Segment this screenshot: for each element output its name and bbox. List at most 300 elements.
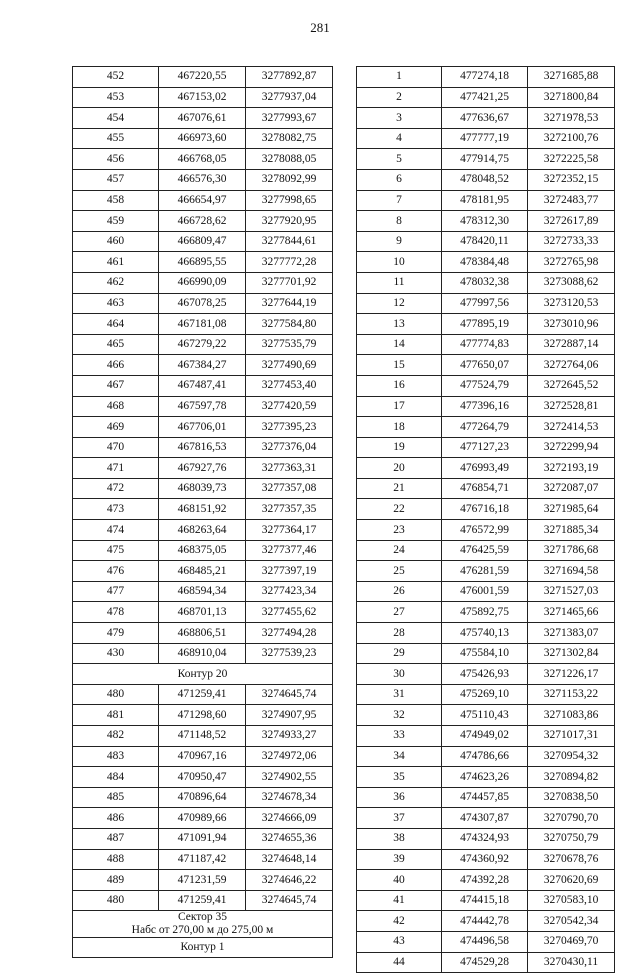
section-subtitle: Набс от 270,00 м до 275,00 м <box>131 923 274 936</box>
x-coordinate-cell: 477774,83 <box>442 334 528 355</box>
y-coordinate-cell: 3270894,82 <box>528 767 615 788</box>
y-coordinate-cell: 3272764,06 <box>528 355 615 376</box>
table-row <box>357 952 615 973</box>
y-coordinate-cell: 3274666,09 <box>246 808 333 829</box>
x-coordinate-cell: 475269,10 <box>442 684 528 705</box>
y-coordinate-cell: 3270620,69 <box>528 870 615 891</box>
point-number-cell: 470 <box>73 437 159 458</box>
y-coordinate-cell: 3277584,80 <box>246 314 333 335</box>
y-coordinate-cell: 3272352,15 <box>528 169 615 190</box>
point-number-cell: 467 <box>73 375 159 396</box>
x-coordinate-cell: 466654,97 <box>159 190 246 211</box>
y-coordinate-cell: 3277357,35 <box>246 499 333 520</box>
point-number-cell: 472 <box>73 478 159 499</box>
table-row <box>73 643 333 664</box>
x-coordinate-cell: 468806,51 <box>159 623 246 644</box>
x-coordinate-cell: 476716,18 <box>442 499 528 520</box>
point-number-cell: 480 <box>73 684 159 705</box>
table-row <box>357 870 615 891</box>
x-coordinate-cell: 474496,58 <box>442 931 528 952</box>
x-coordinate-cell: 474415,18 <box>442 890 528 911</box>
contour-heading <box>73 664 333 685</box>
x-coordinate-cell: 467076,61 <box>159 108 246 129</box>
x-coordinate-cell: 474360,92 <box>442 849 528 870</box>
point-number-cell: 19 <box>357 437 442 458</box>
table-row <box>73 684 333 705</box>
y-coordinate-cell: 3270583,10 <box>528 890 615 911</box>
x-coordinate-cell: 474392,28 <box>442 870 528 891</box>
table-row <box>73 540 333 561</box>
point-number-cell: 485 <box>73 787 159 808</box>
point-number-cell: 5 <box>357 149 442 170</box>
table-row <box>357 664 615 685</box>
point-number-cell: 481 <box>73 705 159 726</box>
x-coordinate-cell: 466768,05 <box>159 149 246 170</box>
y-coordinate-cell: 3270430,11 <box>528 952 615 973</box>
x-coordinate-cell: 477895,19 <box>442 314 528 335</box>
x-coordinate-cell: 466895,55 <box>159 252 246 273</box>
section-title: Контур 20 <box>177 667 228 680</box>
table-row <box>73 314 333 335</box>
y-coordinate-cell: 3270750,79 <box>528 828 615 849</box>
table-row <box>357 746 615 767</box>
point-number-cell: 471 <box>73 458 159 479</box>
table-row <box>73 499 333 520</box>
table-row <box>357 355 615 376</box>
y-coordinate-cell: 3274645,74 <box>246 684 333 705</box>
table-row <box>357 252 615 273</box>
y-coordinate-cell: 3277892,87 <box>246 67 333 88</box>
point-number-cell: 15 <box>357 355 442 376</box>
x-coordinate-cell: 477777,19 <box>442 128 528 149</box>
table-row <box>73 705 333 726</box>
y-coordinate-cell: 3272617,89 <box>528 211 615 232</box>
x-coordinate-cell: 478312,30 <box>442 211 528 232</box>
x-coordinate-cell: 467597,78 <box>159 396 246 417</box>
x-coordinate-cell: 466809,47 <box>159 231 246 252</box>
point-number-cell: 473 <box>73 499 159 520</box>
table-row <box>73 190 333 211</box>
x-coordinate-cell: 471091,94 <box>159 828 246 849</box>
x-coordinate-cell: 470967,16 <box>159 746 246 767</box>
x-coordinate-cell: 467181,08 <box>159 314 246 335</box>
y-coordinate-cell: 3274907,95 <box>246 705 333 726</box>
sector-heading <box>73 911 333 937</box>
x-coordinate-cell: 467816,53 <box>159 437 246 458</box>
x-coordinate-cell: 470896,64 <box>159 787 246 808</box>
x-coordinate-cell: 474786,66 <box>442 746 528 767</box>
point-number-cell: 486 <box>73 808 159 829</box>
y-coordinate-cell: 3278092,99 <box>246 169 333 190</box>
x-coordinate-cell: 467487,41 <box>159 375 246 396</box>
table-row <box>73 417 333 438</box>
point-number-cell: 465 <box>73 334 159 355</box>
y-coordinate-cell: 3270469,70 <box>528 931 615 952</box>
table-row <box>357 314 615 335</box>
x-coordinate-cell: 474457,85 <box>442 787 528 808</box>
y-coordinate-cell: 3270790,70 <box>528 808 615 829</box>
table-row <box>357 108 615 129</box>
y-coordinate-cell: 3271383,07 <box>528 623 615 644</box>
table-row <box>73 808 333 829</box>
table-row <box>357 520 615 541</box>
x-coordinate-cell: 470950,47 <box>159 767 246 788</box>
point-number-cell: 27 <box>357 602 442 623</box>
point-number-cell: 14 <box>357 334 442 355</box>
y-coordinate-cell: 3274648,14 <box>246 849 333 870</box>
x-coordinate-cell: 471259,41 <box>159 684 246 705</box>
x-coordinate-cell: 466973,60 <box>159 128 246 149</box>
point-number-cell: 469 <box>73 417 159 438</box>
point-number-cell: 40 <box>357 870 442 891</box>
y-coordinate-cell: 3274972,06 <box>246 746 333 767</box>
point-number-cell: 41 <box>357 890 442 911</box>
table-row <box>73 396 333 417</box>
x-coordinate-cell: 477264,79 <box>442 417 528 438</box>
x-coordinate-cell: 467153,02 <box>159 87 246 108</box>
x-coordinate-cell: 478420,11 <box>442 231 528 252</box>
table-row <box>357 705 615 726</box>
y-coordinate-cell: 3274645,74 <box>246 890 333 911</box>
x-coordinate-cell: 477524,79 <box>442 375 528 396</box>
y-coordinate-cell: 3274933,27 <box>246 726 333 747</box>
point-number-cell: 478 <box>73 602 159 623</box>
table-row <box>357 396 615 417</box>
page-number: 281 <box>310 20 330 35</box>
point-number-cell: 489 <box>73 870 159 891</box>
table-row <box>357 623 615 644</box>
point-number-cell: 43 <box>357 931 442 952</box>
x-coordinate-cell: 475892,75 <box>442 602 528 623</box>
x-coordinate-cell: 468263,64 <box>159 520 246 541</box>
point-number-cell: 24 <box>357 540 442 561</box>
y-coordinate-cell: 3273088,62 <box>528 272 615 293</box>
point-number-cell: 16 <box>357 375 442 396</box>
point-number-cell: 454 <box>73 108 159 129</box>
table-row <box>357 231 615 252</box>
table-row <box>73 787 333 808</box>
table-row <box>73 520 333 541</box>
x-coordinate-cell: 468701,13 <box>159 602 246 623</box>
y-coordinate-cell: 3271226,17 <box>528 664 615 685</box>
point-number-cell: 25 <box>357 561 442 582</box>
y-coordinate-cell: 3274678,34 <box>246 787 333 808</box>
y-coordinate-cell: 3277420,59 <box>246 396 333 417</box>
y-coordinate-cell: 3277376,04 <box>246 437 333 458</box>
table-row <box>357 293 615 314</box>
y-coordinate-cell: 3277363,31 <box>246 458 333 479</box>
table-row <box>73 231 333 252</box>
right-coordinates-table <box>356 66 615 973</box>
point-number-cell: 476 <box>73 561 159 582</box>
point-number-cell: 477 <box>73 581 159 602</box>
point-number-cell: 458 <box>73 190 159 211</box>
table-row <box>73 602 333 623</box>
table-row <box>73 726 333 747</box>
table-row <box>73 437 333 458</box>
x-coordinate-cell: 476854,71 <box>442 478 528 499</box>
y-coordinate-cell: 3274902,55 <box>246 767 333 788</box>
y-coordinate-cell: 3271465,66 <box>528 602 615 623</box>
y-coordinate-cell: 3277539,23 <box>246 643 333 664</box>
point-number-cell: 479 <box>73 623 159 644</box>
y-coordinate-cell: 3277494,28 <box>246 623 333 644</box>
x-coordinate-cell: 476425,59 <box>442 540 528 561</box>
point-number-cell: 17 <box>357 396 442 417</box>
y-coordinate-cell: 3277644,19 <box>246 293 333 314</box>
y-coordinate-cell: 3272087,07 <box>528 478 615 499</box>
x-coordinate-cell: 478048,52 <box>442 169 528 190</box>
x-coordinate-cell: 477396,16 <box>442 396 528 417</box>
table-row <box>357 890 615 911</box>
point-number-cell: 475 <box>73 540 159 561</box>
x-coordinate-cell: 474324,93 <box>442 828 528 849</box>
table-row <box>357 87 615 108</box>
contour-heading-cell <box>73 664 333 685</box>
point-number-cell: 44 <box>357 952 442 973</box>
table-row <box>73 128 333 149</box>
table-row <box>73 87 333 108</box>
x-coordinate-cell: 468151,92 <box>159 499 246 520</box>
table-row <box>73 870 333 891</box>
table-row <box>357 808 615 829</box>
point-number-cell: 459 <box>73 211 159 232</box>
table-row <box>73 108 333 129</box>
point-number-cell: 466 <box>73 355 159 376</box>
table-row <box>73 890 333 911</box>
y-coordinate-cell: 3271885,34 <box>528 520 615 541</box>
y-coordinate-cell: 3278082,75 <box>246 128 333 149</box>
point-number-cell: 13 <box>357 314 442 335</box>
point-number-cell: 31 <box>357 684 442 705</box>
point-number-cell: 8 <box>357 211 442 232</box>
x-coordinate-cell: 471259,41 <box>159 890 246 911</box>
table-row <box>73 67 333 88</box>
y-coordinate-cell: 3271302,84 <box>528 643 615 664</box>
x-coordinate-cell: 477914,75 <box>442 149 528 170</box>
point-number-cell: 483 <box>73 746 159 767</box>
table-row <box>73 211 333 232</box>
x-coordinate-cell: 467279,22 <box>159 334 246 355</box>
table-row <box>357 911 615 932</box>
table-row <box>73 169 333 190</box>
point-number-cell: 7 <box>357 190 442 211</box>
table-row <box>357 581 615 602</box>
point-number-cell: 20 <box>357 458 442 479</box>
left-coordinates-table <box>72 66 333 958</box>
x-coordinate-cell: 474442,78 <box>442 911 528 932</box>
table-row <box>357 67 615 88</box>
sector-heading-cell <box>73 911 333 937</box>
point-number-cell: 9 <box>357 231 442 252</box>
x-coordinate-cell: 476993,49 <box>442 458 528 479</box>
y-coordinate-cell: 3278088,05 <box>246 149 333 170</box>
y-coordinate-cell: 3272887,14 <box>528 334 615 355</box>
table-row <box>357 767 615 788</box>
y-coordinate-cell: 3272645,52 <box>528 375 615 396</box>
table-row <box>357 478 615 499</box>
x-coordinate-cell: 476572,99 <box>442 520 528 541</box>
x-coordinate-cell: 471231,59 <box>159 870 246 891</box>
table-row <box>357 128 615 149</box>
y-coordinate-cell: 3271800,84 <box>528 87 615 108</box>
x-coordinate-cell: 475740,13 <box>442 623 528 644</box>
point-number-cell: 487 <box>73 828 159 849</box>
table-row <box>73 828 333 849</box>
table-row <box>357 417 615 438</box>
x-coordinate-cell: 474307,87 <box>442 808 528 829</box>
x-coordinate-cell: 466728,62 <box>159 211 246 232</box>
y-coordinate-cell: 3277772,28 <box>246 252 333 273</box>
contour-heading-cell <box>73 937 333 958</box>
x-coordinate-cell: 468375,05 <box>159 540 246 561</box>
table-row <box>73 561 333 582</box>
table-row <box>357 931 615 952</box>
x-coordinate-cell: 475110,43 <box>442 705 528 726</box>
x-coordinate-cell: 477636,67 <box>442 108 528 129</box>
y-coordinate-cell: 3277455,62 <box>246 602 333 623</box>
table-row <box>73 355 333 376</box>
x-coordinate-cell: 477421,25 <box>442 87 528 108</box>
x-coordinate-cell: 475584,10 <box>442 643 528 664</box>
table-row <box>73 623 333 644</box>
y-coordinate-cell: 3277395,23 <box>246 417 333 438</box>
y-coordinate-cell: 3277490,69 <box>246 355 333 376</box>
y-coordinate-cell: 3272528,81 <box>528 396 615 417</box>
point-number-cell: 11 <box>357 272 442 293</box>
point-number-cell: 28 <box>357 623 442 644</box>
point-number-cell: 464 <box>73 314 159 335</box>
point-number-cell: 480 <box>73 890 159 911</box>
table-row <box>73 767 333 788</box>
y-coordinate-cell: 3271527,03 <box>528 581 615 602</box>
x-coordinate-cell: 467078,25 <box>159 293 246 314</box>
y-coordinate-cell: 3277993,67 <box>246 108 333 129</box>
point-number-cell: 12 <box>357 293 442 314</box>
table-row <box>73 334 333 355</box>
point-number-cell: 10 <box>357 252 442 273</box>
x-coordinate-cell: 471298,60 <box>159 705 246 726</box>
table-row <box>357 828 615 849</box>
y-coordinate-cell: 3272100,76 <box>528 128 615 149</box>
y-coordinate-cell: 3277397,19 <box>246 561 333 582</box>
point-number-cell: 462 <box>73 272 159 293</box>
table-row <box>357 643 615 664</box>
point-number-cell: 2 <box>357 87 442 108</box>
y-coordinate-cell: 3272765,98 <box>528 252 615 273</box>
section-title: Контур 1 <box>180 941 225 954</box>
point-number-cell: 468 <box>73 396 159 417</box>
x-coordinate-cell: 468039,73 <box>159 478 246 499</box>
y-coordinate-cell: 3277844,61 <box>246 231 333 252</box>
point-number-cell: 457 <box>73 169 159 190</box>
point-number-cell: 23 <box>357 520 442 541</box>
y-coordinate-cell: 3270678,76 <box>528 849 615 870</box>
point-number-cell: 488 <box>73 849 159 870</box>
point-number-cell: 39 <box>357 849 442 870</box>
y-coordinate-cell: 3277357,08 <box>246 478 333 499</box>
table-row <box>357 169 615 190</box>
y-coordinate-cell: 3274655,36 <box>246 828 333 849</box>
x-coordinate-cell: 478032,38 <box>442 272 528 293</box>
table-row <box>357 726 615 747</box>
point-number-cell: 452 <box>73 67 159 88</box>
y-coordinate-cell: 3273120,53 <box>528 293 615 314</box>
point-number-cell: 21 <box>357 478 442 499</box>
table-row <box>357 458 615 479</box>
point-number-cell: 38 <box>357 828 442 849</box>
x-coordinate-cell: 476281,59 <box>442 561 528 582</box>
y-coordinate-cell: 3271685,88 <box>528 67 615 88</box>
x-coordinate-cell: 477127,23 <box>442 437 528 458</box>
point-number-cell: 463 <box>73 293 159 314</box>
point-number-cell: 42 <box>357 911 442 932</box>
point-number-cell: 37 <box>357 808 442 829</box>
y-coordinate-cell: 3272299,94 <box>528 437 615 458</box>
point-number-cell: 455 <box>73 128 159 149</box>
point-number-cell: 453 <box>73 87 159 108</box>
table-row <box>73 375 333 396</box>
table-row <box>357 561 615 582</box>
table-row <box>73 272 333 293</box>
x-coordinate-cell: 478181,95 <box>442 190 528 211</box>
table-row <box>357 540 615 561</box>
table-row <box>73 849 333 870</box>
x-coordinate-cell: 474949,02 <box>442 726 528 747</box>
x-coordinate-cell: 468910,04 <box>159 643 246 664</box>
y-coordinate-cell: 3271153,22 <box>528 684 615 705</box>
point-number-cell: 34 <box>357 746 442 767</box>
table-row <box>73 478 333 499</box>
x-coordinate-cell: 470989,66 <box>159 808 246 829</box>
point-number-cell: 6 <box>357 169 442 190</box>
table-row <box>357 334 615 355</box>
table-row <box>357 602 615 623</box>
point-number-cell: 33 <box>357 726 442 747</box>
x-coordinate-cell: 466990,09 <box>159 272 246 293</box>
point-number-cell: 3 <box>357 108 442 129</box>
x-coordinate-cell: 477274,18 <box>442 67 528 88</box>
point-number-cell: 1 <box>357 67 442 88</box>
x-coordinate-cell: 474623,26 <box>442 767 528 788</box>
x-coordinate-cell: 466576,30 <box>159 169 246 190</box>
point-number-cell: 4 <box>357 128 442 149</box>
contour-heading <box>73 937 333 958</box>
table-row <box>73 458 333 479</box>
table-row <box>73 149 333 170</box>
x-coordinate-cell: 468594,34 <box>159 581 246 602</box>
table-row <box>357 272 615 293</box>
y-coordinate-cell: 3277535,79 <box>246 334 333 355</box>
point-number-cell: 456 <box>73 149 159 170</box>
x-coordinate-cell: 471148,52 <box>159 726 246 747</box>
x-coordinate-cell: 468485,21 <box>159 561 246 582</box>
y-coordinate-cell: 3271017,31 <box>528 726 615 747</box>
table-row <box>73 252 333 273</box>
table-row <box>357 849 615 870</box>
y-coordinate-cell: 3272733,33 <box>528 231 615 252</box>
x-coordinate-cell: 467220,55 <box>159 67 246 88</box>
table-row <box>357 149 615 170</box>
table-row <box>357 787 615 808</box>
y-coordinate-cell: 3270954,32 <box>528 746 615 767</box>
point-number-cell: 26 <box>357 581 442 602</box>
point-number-cell: 460 <box>73 231 159 252</box>
point-number-cell: 32 <box>357 705 442 726</box>
y-coordinate-cell: 3277453,40 <box>246 375 333 396</box>
y-coordinate-cell: 3271786,68 <box>528 540 615 561</box>
point-number-cell: 482 <box>73 726 159 747</box>
